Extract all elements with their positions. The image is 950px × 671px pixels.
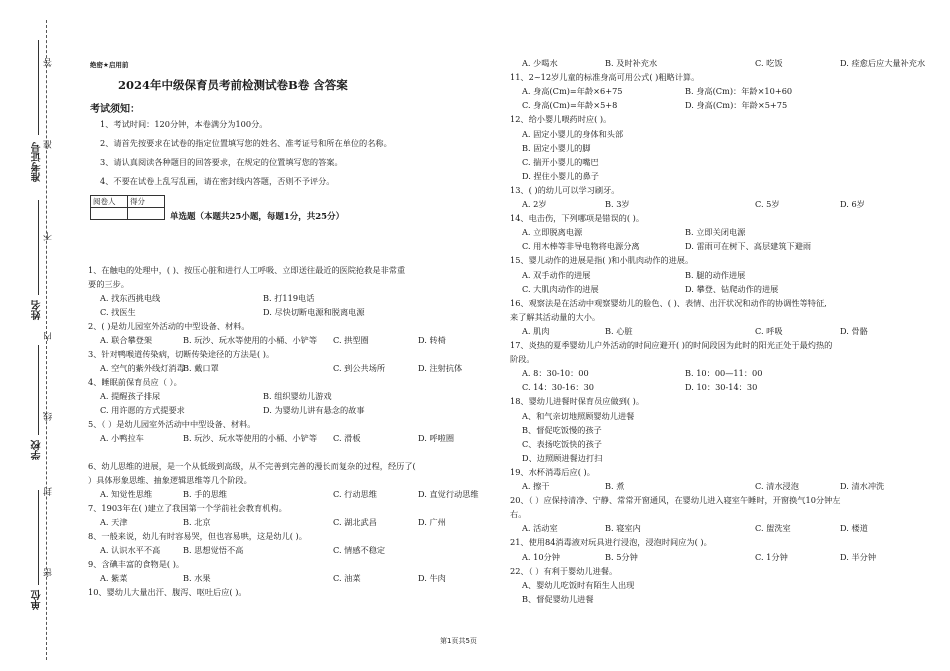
answer-option[interactable]: C. 5岁 [755,199,780,209]
question-text: 20、（ ）应保持清净、宁静、常常开窗通风，在婴幼儿进入寝室午睡时，开窗换气10分钟左 [510,495,841,506]
answer-option[interactable]: B. 水果 [183,573,211,583]
question-text: 3、针对鸭喉道传染病，切断传染途径的方法是( )。 [88,349,275,359]
question-text: 13、( )的幼儿可以学习刷牙。 [510,184,620,195]
answer-option[interactable]: A. 擦干 [522,481,550,491]
answer-option[interactable]: D. 呼啦圈 [418,433,455,443]
question-text: 22、（ ）有利于婴幼儿进餐。 [510,565,618,576]
question-text: 17、炎热的夏季婴幼儿户外活动的时间应避开( )的时间段因为此时的阳光正处于最灼热的 [510,340,833,350]
answer-option[interactable]: A. 找东西挑电线 [100,293,161,303]
answer-option[interactable]: C. 用木棒等非导电物将电源分离 [522,241,640,252]
exam-no-label: 准考证号 [32,142,43,182]
answer-option[interactable]: A. 身高(Cm)=年龄×6+75 [522,86,623,97]
answer-option[interactable]: B. 北京 [183,517,211,527]
answer-option[interactable]: B. 身高(Cm)：年龄×10+60 [685,86,793,97]
answer-option[interactable]: A. 认识水平不高 [100,545,161,555]
question-text: 1、在触电的处理中，( )、按压心脏和进行人工呼吸、立即送往最近的医院抢救是非常重 [88,265,406,275]
answer-option[interactable]: C. 到公共场所 [333,363,386,373]
unit-blank [38,490,39,585]
answer-option[interactable]: C. 用许愿的方式提要求 [100,405,185,415]
question-text: 10、婴幼儿大量出汗、腹泻、呕吐后应( )。 [88,587,247,597]
answer-option[interactable]: D. 攀登、钻爬动作的进展 [685,283,779,294]
answer-option[interactable]: C. 1分钟 [755,551,788,562]
exam-no-blank [38,40,39,135]
name-blank [38,200,39,295]
answer-option[interactable]: C. 滑板 [333,433,361,443]
question-text: 14、电击伤，下列哪项是错误的( )。 [510,213,645,224]
answer-option[interactable]: B. 煮 [605,481,625,491]
answer-option[interactable]: A. 少喝水 [522,58,558,68]
answer-option[interactable]: C. 湖北武昌 [333,517,377,527]
seal-mark: 线 [44,412,54,421]
answer-option[interactable]: A. 天津 [100,517,128,527]
notice-item: 2、请首先按要求在试卷的指定位置填写您的姓名、准考证号和所在单位的名称。 [100,138,392,148]
answer-option[interactable]: D. 痊愈后应大量补充水 [840,58,926,68]
answer-option[interactable]: B. 固定小婴儿的脚 [522,142,591,153]
answer-option[interactable]: A. 双手动作的进展 [522,269,591,280]
question-text: 右。 [510,509,527,520]
answer-option[interactable]: D. 清水冲洗 [840,481,885,491]
notice-item: 3、请认真阅读各种题目的回答要求，在规定的位置填写您的答案。 [100,157,343,167]
answer-option[interactable]: D. 身高(Cm)：年龄×5+75 [685,100,788,111]
grader-cell[interactable] [91,208,128,220]
question-text: 21、使用84消毒液对玩具进行浸泡，浸泡时间应为( )。 [510,537,712,548]
answer-option[interactable]: D. 尽快切断电源和脱离电源 [263,307,365,317]
answer-option[interactable]: D. 牛肉 [418,573,446,583]
answer-option[interactable]: D. 楼道 [840,523,868,534]
answer-option[interactable]: B. 玩沙、玩水等使用的小桶、小铲等 [183,433,318,443]
answer-option[interactable]: D. 为婴幼儿讲有悬念的故事 [263,405,365,415]
answer-option[interactable]: D. 骨骼 [840,325,868,336]
answer-option[interactable]: C. 揣开小婴儿的嘴巴 [522,156,599,167]
question-text: 11、2~12岁儿童的标准身高可用公式( )粗略计算。 [510,72,700,83]
answer-option[interactable]: C. 大肌肉动作的进展 [522,283,599,294]
answer-option[interactable]: C. 盥洗室 [755,523,791,534]
section-heading: 单选题（本题共25小题，每题1分，共25分） [170,212,345,222]
question-text: 15、婴儿动作的进展是指( )和小肌肉动作的进展。 [510,255,694,266]
school-label: 学校 [32,440,43,460]
answer-option[interactable]: D. 雷雨可在树下、高层建筑下避雨 [685,241,812,252]
answer-option[interactable]: C. 呼吸 [755,325,783,336]
question-text: 12、给小婴儿喂药时应( )。 [510,114,612,125]
school-blank [38,345,39,435]
answer-option[interactable]: B. 戴口罩 [183,363,219,373]
answer-option[interactable]: C. 吃饭 [755,58,783,68]
question-text: 9、含碘丰富的食物是( )。 [88,559,185,569]
answer-option[interactable]: A. 紫菜 [100,573,128,583]
answer-option[interactable]: C、表扬吃饭快的孩子 [522,438,602,449]
question-text: 18、婴幼儿进餐时保育员应做到( )。 [510,396,645,407]
answer-option[interactable]: B. 3岁 [605,199,630,209]
seal-mark: 准 [44,140,54,149]
answer-option[interactable]: C. 身高(Cm)=年龄×5+8 [522,100,618,111]
answer-option[interactable]: A. 2岁 [522,199,547,209]
page-title: 2024年中级保育员考前检测试卷B卷 含答案 [118,78,348,92]
binding-margin [0,0,80,671]
question-text: 阶段。 [510,354,535,365]
name-label: 姓名 [32,300,43,320]
question-text: 8、一般来说，幼儿有时容易哭，但也容易哄，这是幼儿( )。 [88,531,307,541]
question-text: 要的三步。 [88,279,129,289]
answer-option[interactable]: D. 转椅 [418,335,446,345]
answer-option[interactable]: B. 思想觉悟不高 [183,545,244,555]
page-footer: 第1页共5页 [440,637,477,645]
answer-option[interactable]: C. 行动思维 [333,489,377,499]
answer-option[interactable]: A. 活动室 [522,523,558,534]
answer-option[interactable]: D. 广州 [418,517,446,527]
seal-mark: 不 [44,232,54,241]
answer-option[interactable]: B. 及时补充水 [605,58,658,68]
answer-option[interactable]: B. 10：00—11：00 [685,368,763,379]
question-text: 6、幼儿思维的进展，是一个从低级到高级，从不完善到完善的漫长而复杂的过程，经历了( [88,461,416,471]
answer-option[interactable]: C. 找医生 [100,307,136,317]
answer-option[interactable]: B. 组织婴幼儿游戏 [263,391,332,401]
answer-option[interactable]: A、婴幼儿吃饭时有陌生人出现 [522,579,635,590]
answer-option[interactable]: B. 寝室内 [605,523,641,534]
question-text: 来了解其活动量的大小。 [510,311,601,322]
answer-option[interactable]: B. 手的思维 [183,489,227,499]
answer-option[interactable]: C. 14：30-16：30 [522,382,594,393]
answer-option[interactable]: C. 清水浸泡 [755,481,799,491]
answer-option[interactable]: A. 知觉性思维 [100,489,153,499]
answer-option[interactable]: B. 玩沙、玩水等使用的小桶、小铲等 [183,335,318,345]
answer-option[interactable]: C. 拱型圈 [333,335,369,345]
answer-option[interactable]: A. 小鸭拉车 [100,433,144,443]
question-text: 7、1903年在( )建立了我国第一个学前社会教育机构。 [88,503,287,513]
answer-option[interactable]: B. 立即关闭电源 [685,227,746,238]
secret-mark: 绝密★启用前 [90,61,129,69]
answer-option[interactable]: D. 捏住小婴儿的鼻子 [522,170,599,181]
unit-label: 单位 [32,590,43,610]
answer-option[interactable]: A. 10分钟 [522,551,560,562]
seal-mark: 内 [44,332,54,341]
answer-option[interactable]: D. 注射抗体 [418,363,463,373]
question-text: 4、睡眠前保育员应（ ）。 [88,377,182,387]
answer-option[interactable]: A. 固定小婴儿的身体和头部 [522,128,624,139]
answer-option[interactable]: A、和气亲切地照顾婴幼儿进餐 [522,410,635,421]
seal-mark: 答 [44,58,54,67]
seal-mark: 密 [44,568,54,577]
seal-mark: 封 [44,487,54,496]
answer-option[interactable]: D. 10：30-14：30 [685,382,758,393]
answer-option[interactable]: D. 6岁 [840,199,865,209]
question-text: ）具体形象思维、抽象逻辑思维等几个阶段。 [88,475,252,485]
answer-option[interactable]: A. 空气的紫外线灯消毒 [100,363,185,373]
answer-option[interactable]: B、督促婴幼儿进餐 [522,593,594,604]
notice-item: 1、考试时间：120分钟，本卷满分为100分。 [100,119,268,129]
answer-option[interactable]: C. 油菜 [333,573,361,583]
notice-title: 考试须知： [90,104,140,115]
answer-option[interactable]: B. 心脏 [605,325,633,336]
answer-option[interactable]: B、督促吃饭慢的孩子 [522,424,602,435]
answer-option[interactable]: B. 腿的动作进展 [685,269,746,280]
question-text: 2、( )是幼儿园室外活动的中型设备、材料。 [88,321,250,331]
answer-option[interactable]: B. 打119电话 [263,293,315,303]
score-box [90,195,165,220]
answer-option[interactable]: B. 5分钟 [605,551,638,562]
answer-option[interactable]: D. 直觉行动思维 [418,489,479,499]
question-text: 5、（ ）是幼儿园室外活动中中型设备、材料。 [88,419,256,429]
score-cell[interactable] [128,208,165,220]
question-text: 16、观察法是在活动中观察婴幼儿的脸色、( )、表情、出汗状况和动作的协调性等特征, [510,297,827,308]
notice-item: 4、不要在试卷上乱写乱画，请在密封线内答题，否则不予评分。 [100,176,335,186]
answer-option[interactable]: D、边照顾进餐边打扫 [522,452,603,463]
answer-option[interactable]: A. 肌肉 [522,325,550,336]
score-header: 得分 [128,196,165,208]
answer-option[interactable]: A. 联合攀登架 [100,335,153,345]
question-text: 19、水杯消毒后应( )。 [510,466,595,477]
answer-option[interactable]: A. 8：30-10：00 [522,368,589,379]
grader-header: 阅卷人 [91,196,128,208]
answer-option[interactable]: C. 情感不稳定 [333,545,386,555]
answer-option[interactable]: A. 提醒孩子排尿 [100,391,161,401]
answer-option[interactable]: D. 半分钟 [840,551,877,562]
answer-option[interactable]: A. 立即脱离电源 [522,227,583,238]
